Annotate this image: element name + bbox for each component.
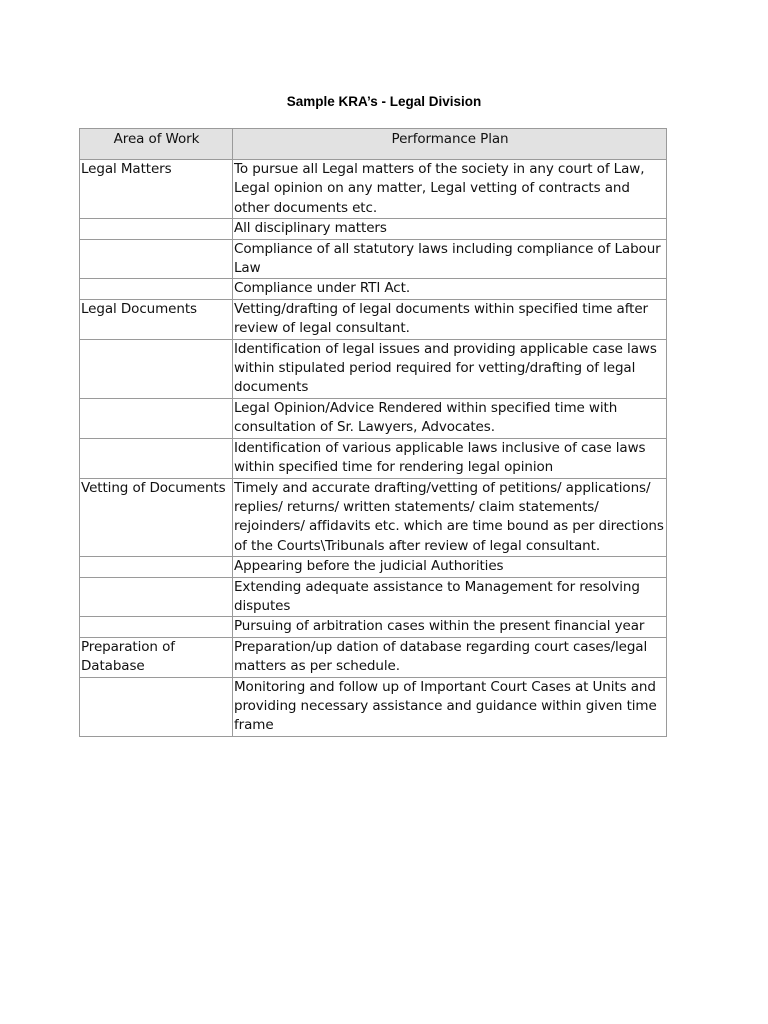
table-row <box>80 557 667 577</box>
plan-cell: Identification of various applicable laws inclusive of case laws within specified time for rendering legal opinion <box>233 438 667 478</box>
header-area-of-work: Area of Work <box>80 129 233 160</box>
plan-cell: To pursue all Legal matters of the society in any court of Law, Legal opinion on any matter, Legal vetting of contracts and other documents etc. <box>233 160 667 219</box>
plan-cell: All disciplinary matters <box>233 219 667 239</box>
plan-cell: Timely and accurate drafting/vetting of petitions/ applications/ replies/ returns/ written statements/ claim statements/ rejoinders/ affidavits etc. which are time bound as per directions of the Courts\Tribunals after review of legal consultant. <box>233 478 667 557</box>
plan-cell: Vetting/drafting of legal documents within specified time after review of legal consultant. <box>233 299 667 339</box>
table-row <box>80 239 667 279</box>
table-row <box>80 279 667 299</box>
table-row <box>80 438 667 478</box>
area-cell: Preparation of Database <box>80 637 233 677</box>
plan-cell: Compliance of all statutory laws including compliance of Labour Law <box>233 239 667 279</box>
area-cell: Legal Documents <box>80 299 233 339</box>
area-cell <box>80 279 233 299</box>
table-body <box>80 160 667 737</box>
plan-cell: Extending adequate assistance to Management for resolving disputes <box>233 577 667 617</box>
area-cell <box>80 577 233 617</box>
table-row <box>80 299 667 339</box>
plan-cell: Compliance under RTI Act. <box>233 279 667 299</box>
table-row <box>80 398 667 438</box>
area-cell <box>80 239 233 279</box>
kra-table <box>79 128 667 737</box>
area-cell <box>80 219 233 239</box>
header-row <box>80 129 667 160</box>
table-row <box>80 160 667 219</box>
table-row <box>80 637 667 677</box>
area-cell <box>80 557 233 577</box>
plan-cell: Appearing before the judicial Authorities <box>233 557 667 577</box>
area-cell <box>80 677 233 736</box>
area-cell <box>80 398 233 438</box>
area-cell <box>80 438 233 478</box>
area-cell <box>80 339 233 398</box>
area-cell: Legal Matters <box>80 160 233 219</box>
area-cell <box>80 617 233 637</box>
plan-cell: Pursuing of arbitration cases within the present financial year <box>233 617 667 637</box>
header-performance-plan: Performance Plan <box>233 129 667 160</box>
table-header <box>80 129 667 160</box>
table-row <box>80 219 667 239</box>
plan-cell: Monitoring and follow up of Important Court Cases at Units and providing necessary assistance and guidance within given time frame <box>233 677 667 736</box>
table-row <box>80 339 667 398</box>
area-cell: Vetting of Documents <box>80 478 233 557</box>
plan-cell: Preparation/up dation of database regarding court cases/legal matters as per schedule. <box>233 637 667 677</box>
plan-cell: Legal Opinion/Advice Rendered within specified time with consultation of Sr. Lawyers, Advocates. <box>233 398 667 438</box>
table-row <box>80 677 667 736</box>
table-row <box>80 478 667 557</box>
plan-cell: Identification of legal issues and providing applicable case laws within stipulated period required for vetting/drafting of legal documents <box>233 339 667 398</box>
document-title: Sample KRA’s - Legal Division <box>286 94 482 109</box>
table-row <box>80 577 667 617</box>
table-row <box>80 617 667 637</box>
